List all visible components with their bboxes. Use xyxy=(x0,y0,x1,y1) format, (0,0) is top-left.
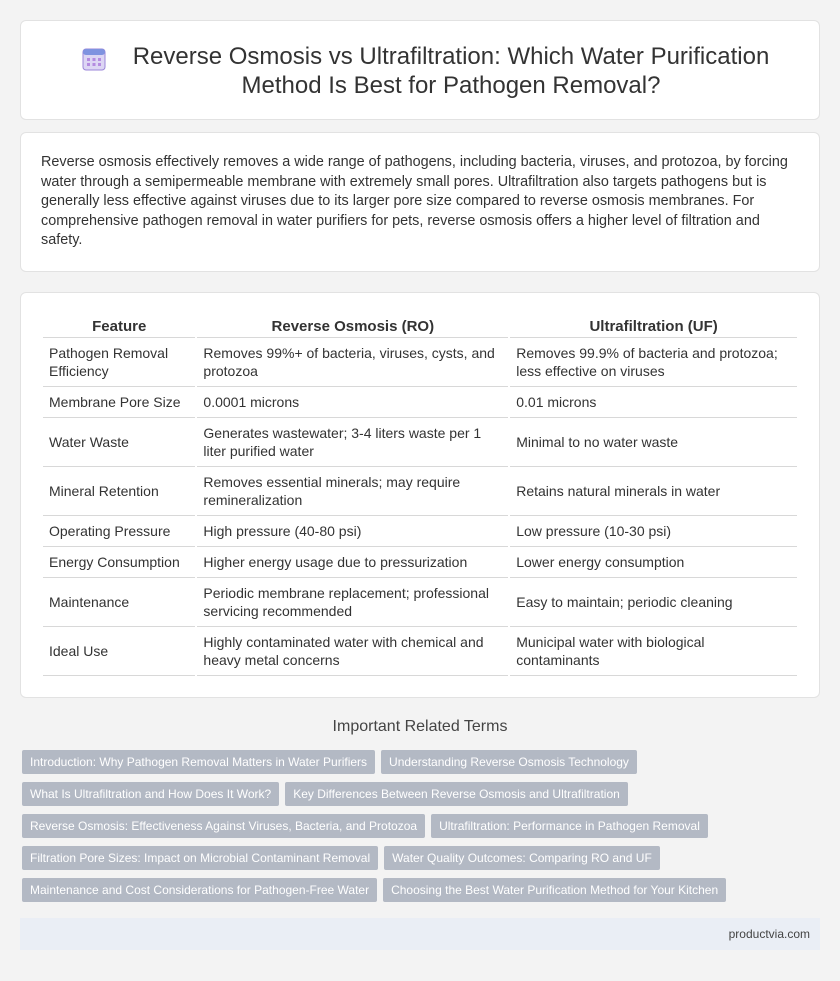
related-term-tag[interactable]: Choosing the Best Water Purification Method for Your Kitchen xyxy=(383,878,726,902)
comparison-table xyxy=(41,315,799,676)
related-terms-list xyxy=(22,750,812,910)
table-row xyxy=(43,627,797,676)
feature-cell: Water Waste xyxy=(43,418,195,467)
uf-cell: Minimal to no water waste xyxy=(510,418,797,467)
footer-site-link[interactable]: productvia.com xyxy=(728,927,810,941)
ro-cell: Highly contaminated water with chemical and heavy metal concerns xyxy=(197,627,508,676)
feature-cell: Operating Pressure xyxy=(43,516,195,547)
feature-cell: Mineral Retention xyxy=(43,467,195,516)
uf-cell: Removes 99.9% of bacteria and protozoa; less effective on viruses xyxy=(510,338,797,387)
feature-cell: Membrane Pore Size xyxy=(43,387,195,418)
ro-cell: 0.0001 microns xyxy=(197,387,508,418)
ro-cell: High pressure (40-80 psi) xyxy=(197,516,508,547)
table-row xyxy=(43,387,797,418)
tag-row xyxy=(22,750,812,774)
title-wrap xyxy=(21,21,821,121)
related-term-tag[interactable]: Maintenance and Cost Considerations for Pathogen-Free Water xyxy=(22,878,377,902)
uf-cell: 0.01 microns xyxy=(510,387,797,418)
related-terms-heading: Important Related Terms xyxy=(332,718,508,735)
related-term-tag[interactable]: What Is Ultrafiltration and How Does It Work? xyxy=(22,782,279,806)
table-row xyxy=(43,467,797,516)
uf-cell: Municipal water with biological contaminants xyxy=(510,627,797,676)
related-term-tag[interactable]: Water Quality Outcomes: Comparing RO and UF xyxy=(384,846,660,870)
ro-cell: Removes 99%+ of bacteria, viruses, cysts, and protozoa xyxy=(197,338,508,387)
related-term-tag[interactable]: Reverse Osmosis: Effectiveness Against Viruses, Bacteria, and Protozoa xyxy=(22,814,425,838)
uf-cell: Easy to maintain; periodic cleaning xyxy=(510,578,797,627)
feature-cell: Ideal Use xyxy=(43,627,195,676)
feature-cell: Maintenance xyxy=(43,578,195,627)
related-term-tag[interactable]: Ultrafiltration: Performance in Pathogen Removal xyxy=(431,814,708,838)
table-row xyxy=(43,516,797,547)
ro-cell: Generates wastewater; 3-4 liters waste per 1 liter purified water xyxy=(197,418,508,467)
table-row xyxy=(43,338,797,387)
page-title: Reverse Osmosis vs Ultrafiltration: Which Water Purification Method Is Best for Pathogen Removal? xyxy=(132,43,770,99)
comparison-card xyxy=(20,292,820,698)
tag-row xyxy=(22,814,812,838)
related-term-tag[interactable]: Understanding Reverse Osmosis Technology xyxy=(381,750,637,774)
header-feature: Feature xyxy=(43,315,195,338)
ro-cell: Removes essential minerals; may require remineralization xyxy=(197,467,508,516)
table-row xyxy=(43,418,797,467)
feature-cell: Pathogen Removal Efficiency xyxy=(43,338,195,387)
uf-cell: Lower energy consumption xyxy=(510,547,797,578)
related-term-tag[interactable]: Introduction: Why Pathogen Removal Matters in Water Purifiers xyxy=(22,750,375,774)
calendar-grid-icon xyxy=(81,46,107,72)
related-term-tag[interactable]: Key Differences Between Reverse Osmosis and Ultrafiltration xyxy=(285,782,628,806)
uf-cell: Retains natural minerals in water xyxy=(510,467,797,516)
table-header-row xyxy=(43,315,797,338)
table-row xyxy=(43,547,797,578)
ro-cell: Periodic membrane replacement; professional servicing recommended xyxy=(197,578,508,627)
intro-card xyxy=(20,132,820,272)
header-reverse-osmosis: Reverse Osmosis (RO) xyxy=(197,315,508,338)
header-ultrafiltration: Ultrafiltration (UF) xyxy=(510,315,797,338)
title-card xyxy=(20,20,820,120)
footer xyxy=(20,918,820,950)
intro-paragraph: Reverse osmosis effectively removes a wide range of pathogens, including bacteria, viruses, and protozoa, by forcing water through a semipermeable membrane with extremely small pores. Ultrafiltration also targets pathogens but is generally less effective against viruses due to its larger pore size compared to reverse osmosis membranes. For comprehensive pathogen removal in water purifiers for pets, reverse osmosis offers a higher level of filtration and safety. xyxy=(41,154,788,248)
tag-row xyxy=(22,878,812,902)
tag-row xyxy=(22,846,812,870)
table-row xyxy=(43,578,797,627)
tag-row xyxy=(22,782,812,806)
feature-cell: Energy Consumption xyxy=(43,547,195,578)
uf-cell: Low pressure (10-30 psi) xyxy=(510,516,797,547)
related-term-tag[interactable]: Filtration Pore Sizes: Impact on Microbial Contaminant Removal xyxy=(22,846,378,870)
ro-cell: Higher energy usage due to pressurization xyxy=(197,547,508,578)
